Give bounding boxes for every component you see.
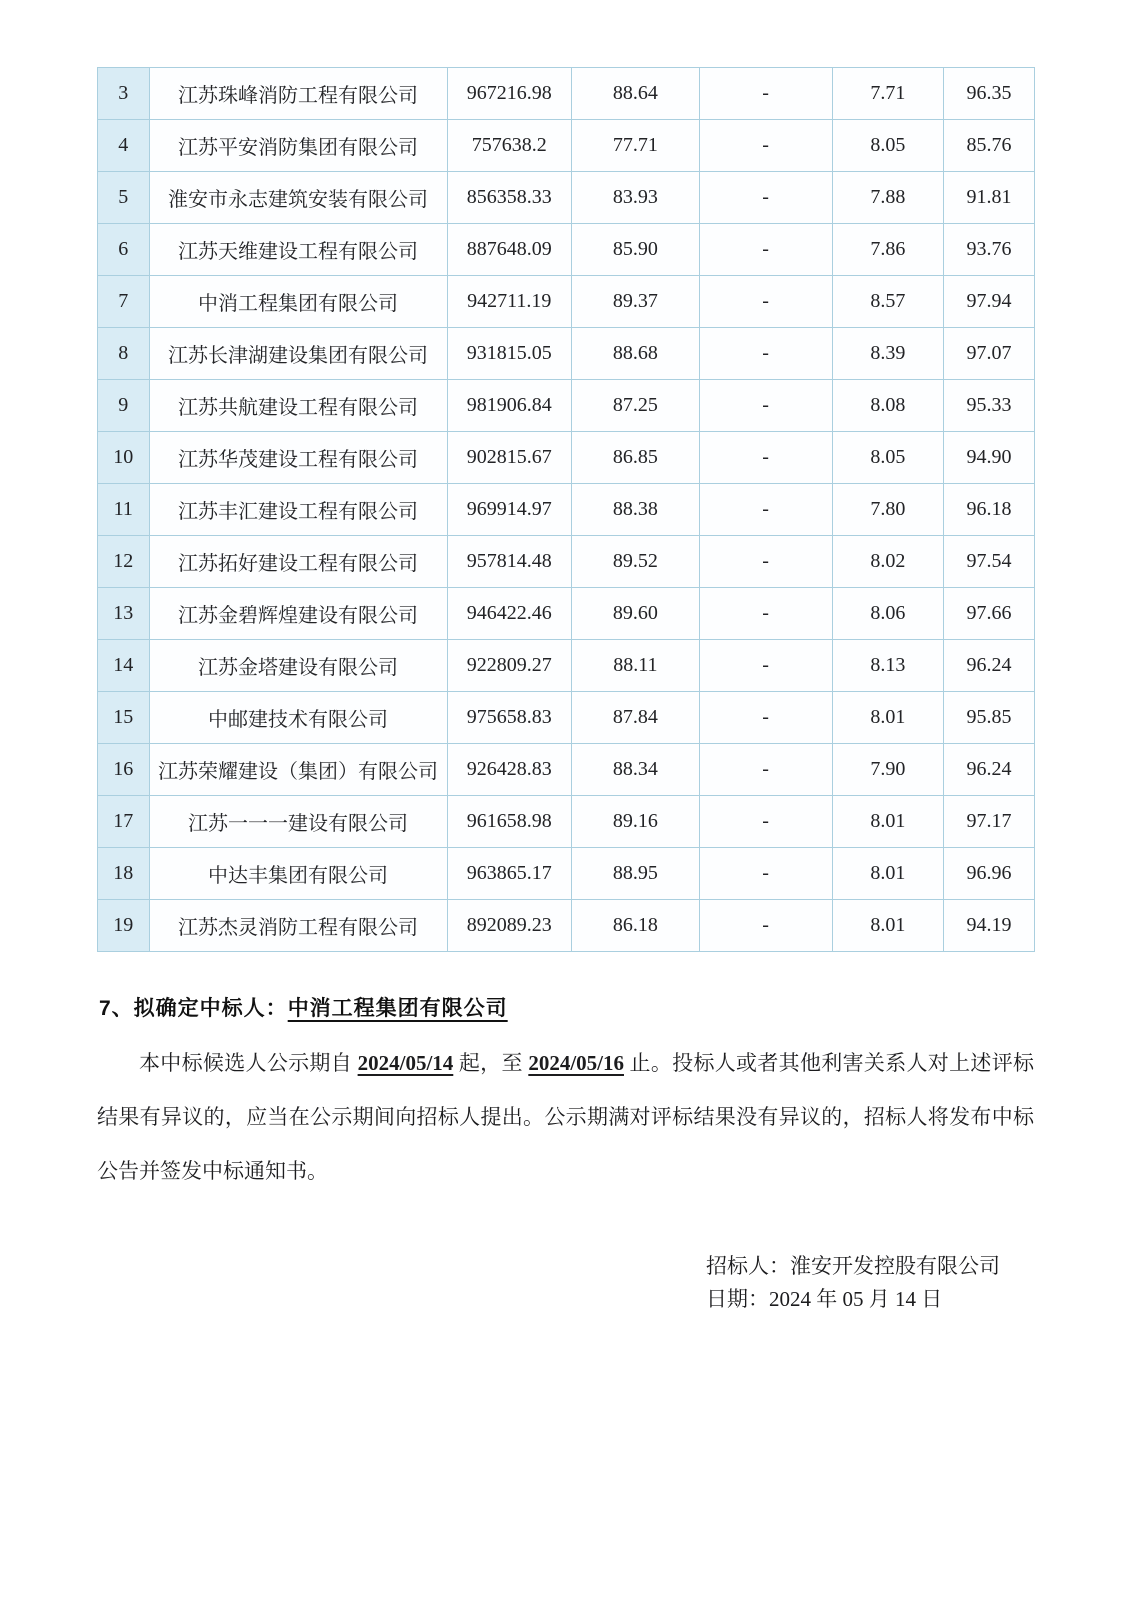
table-row [98,796,1035,848]
table-row [98,744,1035,796]
dash-cell: - [699,172,832,224]
notice-paragraph [97,1036,1034,1198]
table-row [98,432,1035,484]
total-score-cell: 96.24 [944,640,1035,692]
rank-cell: 16 [98,744,150,796]
company-cell: 江苏拓好建设工程有限公司 [149,536,447,588]
notice-text-2: 起，至 [453,1051,529,1075]
bid-price-cell: 942711.19 [447,276,572,328]
bid-price-cell: 969914.97 [447,484,572,536]
tech-score-cell: 89.52 [572,536,699,588]
bid-price-cell: 963865.17 [447,848,572,900]
table-row [98,224,1035,276]
price-score-cell: 7.86 [832,224,944,276]
total-score-cell: 97.07 [944,328,1035,380]
notice-text-3: 止。投标人或者其他利害关系人对上述评标结果有异议的，应当在公示期间向招标人提出。公示期满对评标结果没有异议的，招标人将发布中标公告并签发中标通知书。 [97,1051,1035,1183]
table-row [98,640,1035,692]
table-row [98,848,1035,900]
table-row [98,692,1035,744]
winner-company-name: 中消工程集团有限公司 [287,997,508,1020]
company-cell: 江苏共航建设工程有限公司 [149,380,447,432]
dash-cell: - [699,640,832,692]
rank-cell: 3 [98,68,150,120]
company-cell: 淮安市永志建筑安装有限公司 [149,172,447,224]
price-score-cell: 8.57 [832,276,944,328]
dash-cell: - [699,380,832,432]
rank-cell: 6 [98,224,150,276]
table-row [98,536,1035,588]
price-score-cell: 8.02 [832,536,944,588]
price-score-cell: 7.88 [832,172,944,224]
table-row [98,484,1035,536]
table-row [98,172,1035,224]
tenderer-line: 招标人：淮安开发控股有限公司 [706,1254,1000,1278]
tech-score-cell: 89.16 [572,796,699,848]
tech-score-cell: 83.93 [572,172,699,224]
date-line: 日期：2024 年 05 月 14 日 [706,1287,943,1311]
total-score-cell: 93.76 [944,224,1035,276]
total-score-cell: 97.94 [944,276,1035,328]
price-score-cell: 8.08 [832,380,944,432]
dash-cell: - [699,484,832,536]
company-cell: 江苏金塔建设有限公司 [149,640,447,692]
price-score-cell: 8.01 [832,796,944,848]
tech-score-cell: 89.37 [572,276,699,328]
publicity-end-date: 2024/05/16 [528,1051,624,1075]
price-score-cell: 8.01 [832,900,944,952]
table-body [98,68,1035,952]
tech-score-cell: 86.85 [572,432,699,484]
bid-price-cell: 961658.98 [447,796,572,848]
bid-price-cell: 957814.48 [447,536,572,588]
tech-score-cell: 88.34 [572,744,699,796]
total-score-cell: 97.66 [944,588,1035,640]
total-score-cell: 85.76 [944,120,1035,172]
dash-cell: - [699,276,832,328]
total-score-cell: 96.35 [944,68,1035,120]
dash-cell: - [699,328,832,380]
bid-price-cell: 902815.67 [447,432,572,484]
price-score-cell: 7.80 [832,484,944,536]
winner-heading-label: 7、拟确定中标人： [99,997,288,1020]
rank-cell: 11 [98,484,150,536]
total-score-cell: 94.90 [944,432,1035,484]
dash-cell: - [699,68,832,120]
company-cell: 江苏杰灵消防工程有限公司 [149,900,447,952]
rank-cell: 7 [98,276,150,328]
tech-score-cell: 86.18 [572,900,699,952]
rank-cell: 9 [98,380,150,432]
dash-cell: - [699,588,832,640]
winner-heading [99,992,1131,1022]
publicity-start-date: 2024/05/14 [357,1051,454,1075]
total-score-cell: 97.17 [944,796,1035,848]
company-cell: 江苏长津湖建设集团有限公司 [149,328,447,380]
price-score-cell: 7.90 [832,744,944,796]
tech-score-cell: 88.64 [572,68,699,120]
company-cell: 江苏珠峰消防工程有限公司 [149,68,447,120]
rank-cell: 15 [98,692,150,744]
bid-price-cell: 887648.09 [447,224,572,276]
table-row [98,588,1035,640]
rank-cell: 14 [98,640,150,692]
price-score-cell: 7.71 [832,68,944,120]
rank-cell: 13 [98,588,150,640]
company-cell: 江苏一一一建设有限公司 [149,796,447,848]
company-cell: 江苏华茂建设工程有限公司 [149,432,447,484]
dash-cell: - [699,796,832,848]
company-cell: 中消工程集团有限公司 [149,276,447,328]
table-row [98,328,1035,380]
bid-price-cell: 856358.33 [447,172,572,224]
tech-score-cell: 88.11 [572,640,699,692]
tech-score-cell: 87.25 [572,380,699,432]
bid-price-cell: 757638.2 [447,120,572,172]
total-score-cell: 96.18 [944,484,1035,536]
tech-score-cell: 77.71 [572,120,699,172]
bid-price-cell: 931815.05 [447,328,572,380]
dash-cell: - [699,848,832,900]
dash-cell: - [699,432,832,484]
bid-price-cell: 926428.83 [447,744,572,796]
total-score-cell: 96.96 [944,848,1035,900]
total-score-cell: 96.24 [944,744,1035,796]
company-cell: 江苏天维建设工程有限公司 [149,224,447,276]
dash-cell: - [699,692,832,744]
table-row [98,380,1035,432]
price-score-cell: 8.01 [832,848,944,900]
total-score-cell: 91.81 [944,172,1035,224]
company-cell: 江苏金碧辉煌建设有限公司 [149,588,447,640]
rank-cell: 17 [98,796,150,848]
company-cell: 江苏平安消防集团有限公司 [149,120,447,172]
total-score-cell: 95.85 [944,692,1035,744]
price-score-cell: 8.05 [832,432,944,484]
tech-score-cell: 85.90 [572,224,699,276]
price-score-cell: 8.05 [832,120,944,172]
company-cell: 中达丰集团有限公司 [149,848,447,900]
table-row [98,120,1035,172]
tech-score-cell: 88.68 [572,328,699,380]
tech-score-cell: 89.60 [572,588,699,640]
bid-price-cell: 922809.27 [447,640,572,692]
tech-score-cell: 87.84 [572,692,699,744]
dash-cell: - [699,536,832,588]
rank-cell: 4 [98,120,150,172]
rank-cell: 19 [98,900,150,952]
bid-price-cell: 981906.84 [447,380,572,432]
rank-cell: 18 [98,848,150,900]
company-cell: 中邮建技术有限公司 [149,692,447,744]
table-row [98,276,1035,328]
price-score-cell: 8.13 [832,640,944,692]
tech-score-cell: 88.38 [572,484,699,536]
table-row [98,900,1035,952]
bid-price-cell: 967216.98 [447,68,572,120]
dash-cell: - [699,224,832,276]
rank-cell: 8 [98,328,150,380]
bid-price-cell: 946422.46 [447,588,572,640]
bid-evaluation-table [97,67,1035,952]
total-score-cell: 95.33 [944,380,1035,432]
price-score-cell: 8.39 [832,328,944,380]
price-score-cell: 8.01 [832,692,944,744]
dash-cell: - [699,744,832,796]
rank-cell: 10 [98,432,150,484]
company-cell: 江苏荣耀建设（集团）有限公司 [149,744,447,796]
company-cell: 江苏丰汇建设工程有限公司 [149,484,447,536]
signature-block [706,1250,1131,1316]
total-score-cell: 94.19 [944,900,1035,952]
tech-score-cell: 88.95 [572,848,699,900]
total-score-cell: 97.54 [944,536,1035,588]
bid-evaluation-table-wrap [97,67,1035,952]
dash-cell: - [699,900,832,952]
bid-price-cell: 892089.23 [447,900,572,952]
notice-text-1: 本中标候选人公示期自 [139,1051,358,1075]
rank-cell: 12 [98,536,150,588]
bid-price-cell: 975658.83 [447,692,572,744]
table-row [98,68,1035,120]
price-score-cell: 8.06 [832,588,944,640]
dash-cell: - [699,120,832,172]
rank-cell: 5 [98,172,150,224]
